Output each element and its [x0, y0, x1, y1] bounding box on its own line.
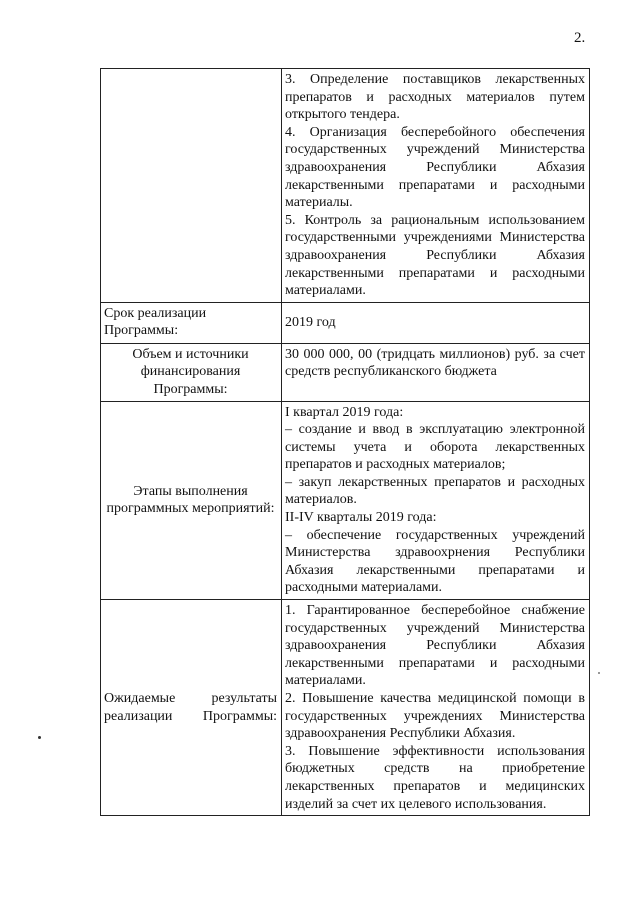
results-label: Ожидаемые результаты реализации Программы: [104, 691, 277, 724]
funding-value: 30 000 000, 00 (тридцать миллионов) руб. за счет средств республиканского бюджета [285, 346, 585, 380]
objective-item: 5. Контроль за рациональным использованием государственными учреждениями Министерства здравоохранения Республики Абхазия лекарственными препаратами и расходными материалами. [285, 212, 585, 299]
term-label: Срок реализации Программы: [104, 305, 207, 339]
stage-item: – закуп лекарственных препаратов и расходных материалов. [285, 474, 585, 508]
table-row-funding [101, 343, 590, 401]
objectives-cell [282, 69, 590, 303]
table-row-term [101, 302, 590, 343]
stages-label-cell [101, 401, 282, 600]
funding-value-cell [282, 343, 590, 401]
stages-label: Этапы выполнения программных мероприятий: [106, 483, 275, 517]
table-row-objectives-continued [101, 69, 590, 303]
page-number: 2. [574, 30, 586, 46]
program-passport-table [100, 68, 590, 816]
stage-heading: II-IV кварталы 2019 года: [285, 510, 437, 526]
table-row-expected-results [101, 600, 590, 816]
result-item: 3. Повышение эффективности использования бюджетных средств на приобретение лекарственных препаратов и медицинских изделий за счет их целевого использования. [285, 743, 585, 812]
stage-heading: I квартал 2019 года: [285, 404, 404, 420]
objective-item: 3. Определение поставщиков лекарственных препаратов и расходных материалов путем открытого тендера. [285, 72, 585, 123]
term-value-cell [282, 302, 590, 343]
results-label-cell [101, 600, 282, 816]
result-item: 1. Гарантированное бесперебойное снабжение государственных учреждений Министерства здравоохранения Республики Абхазия лекарственными препаратами и расходными материалами. [285, 603, 585, 689]
scan-speck [38, 736, 41, 739]
stage-item: – обеспечение государственных учреждений Министерства здравоохрнения Республики Абхазия лекарственными препаратами и расходными материалами. [285, 527, 585, 596]
term-value: 2019 год [285, 314, 336, 330]
table-row-stages [101, 401, 590, 600]
result-item: 2. Повышение качества медицинской помощи в государственных учреждениях Министерства здравоохранения Республики Абхазия. [285, 691, 585, 742]
stage-item: – создание и ввод в эксплуатацию электронной системы учета и оборота лекарственных препаратов и расходных материалов; [285, 422, 585, 473]
empty-label-cell [101, 69, 282, 303]
funding-label-cell [101, 343, 282, 401]
scan-speck [598, 672, 600, 674]
results-value-cell [282, 600, 590, 816]
funding-label: Объем и источники финансирования Программы: [132, 346, 249, 397]
term-label-cell [101, 302, 282, 343]
stages-value-cell [282, 401, 590, 600]
objective-item: 4. Организация бесперебойного обеспечения государственных учреждений Министерства здравоохранения Республики Абхазия лекарственными препаратами и расходными материалы. [285, 124, 585, 211]
